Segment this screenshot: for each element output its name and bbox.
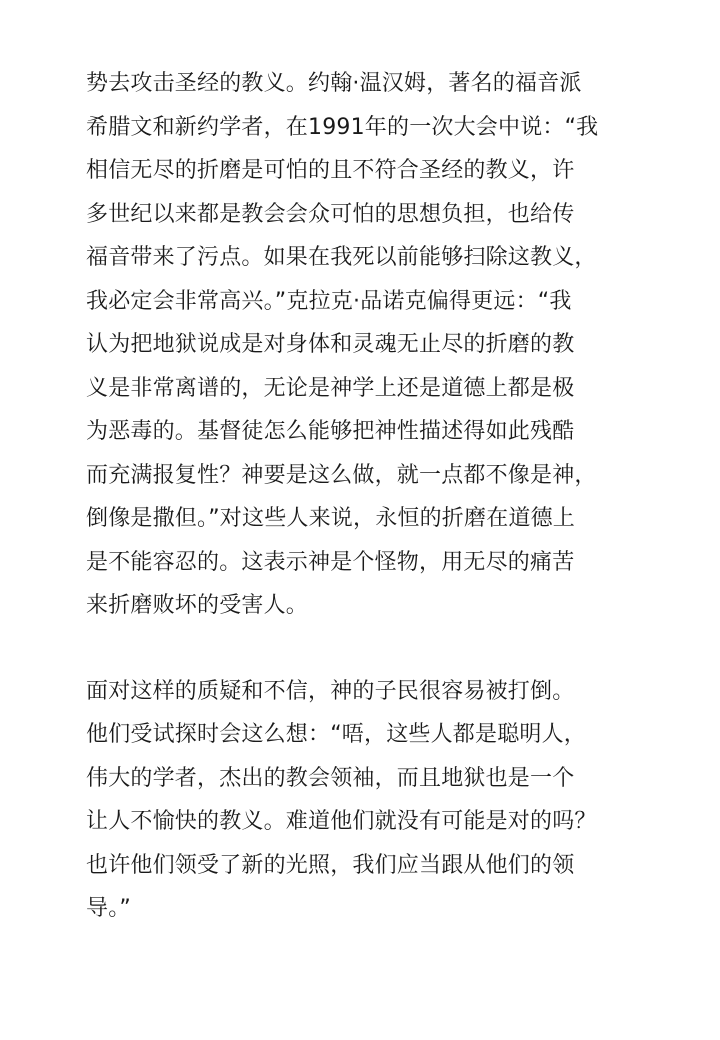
text-line: 来折磨败坏的受害人。	[86, 593, 309, 618]
text-line: 希腊文和新约学者，在1991年的一次大会中说：“我	[86, 114, 599, 140]
text-line: 导。”	[86, 896, 131, 921]
text-line: 倒像是撒但。”对这些人来说，永恒的折磨在道德上	[86, 506, 575, 531]
text-line: 而充满报复性？神要是这么做，就一点都不像是神，	[86, 462, 597, 488]
text-line: 他们受试探时会这么想：“唔，这些人都是聪明人，	[86, 722, 586, 747]
text-line: 认为把地狱说成是对身体和灵魂无止尽的折磨的教	[86, 332, 575, 357]
text-line: 福音带来了污点。如果在我死以前能够扫除这教义，	[86, 245, 597, 270]
text-line: 义是非常离谱的，无论是神学上还是道德上都是极	[86, 375, 575, 401]
paragraph-2	[86, 670, 646, 931]
text-line: 我必定会非常高兴。”克拉克·品诺克偏得更远：“我	[86, 288, 572, 314]
document-page	[86, 62, 646, 931]
text-line: 让人不愉快的教义。难道他们就没有可能是对的吗？	[86, 809, 597, 834]
text-line: 为恶毒的。基督徒怎么能够把神性描述得如此残酷	[86, 419, 575, 444]
paragraph-1	[86, 62, 646, 628]
text-line: 势去攻击圣经的教义。约翰·温汉姆，著名的福音派	[86, 71, 582, 96]
text-line: 面对这样的质疑和不信，神的子民很容易被打倒。	[86, 678, 575, 704]
text-line: 是不能容忍的。这表示神是个怪物，用无尽的痛苦	[86, 549, 575, 575]
text-line: 伟大的学者，杰出的教会领袖，而且地狱也是一个	[86, 765, 575, 791]
text-line: 也许他们领受了新的光照，我们应当跟从他们的领	[86, 852, 575, 878]
text-line: 多世纪以来都是教会会众可怕的思想负担，也给传	[86, 201, 575, 227]
paragraph-spacer	[86, 628, 646, 670]
text-line: 相信无尽的折磨是可怕的且不符合圣经的教义，许	[86, 158, 575, 183]
